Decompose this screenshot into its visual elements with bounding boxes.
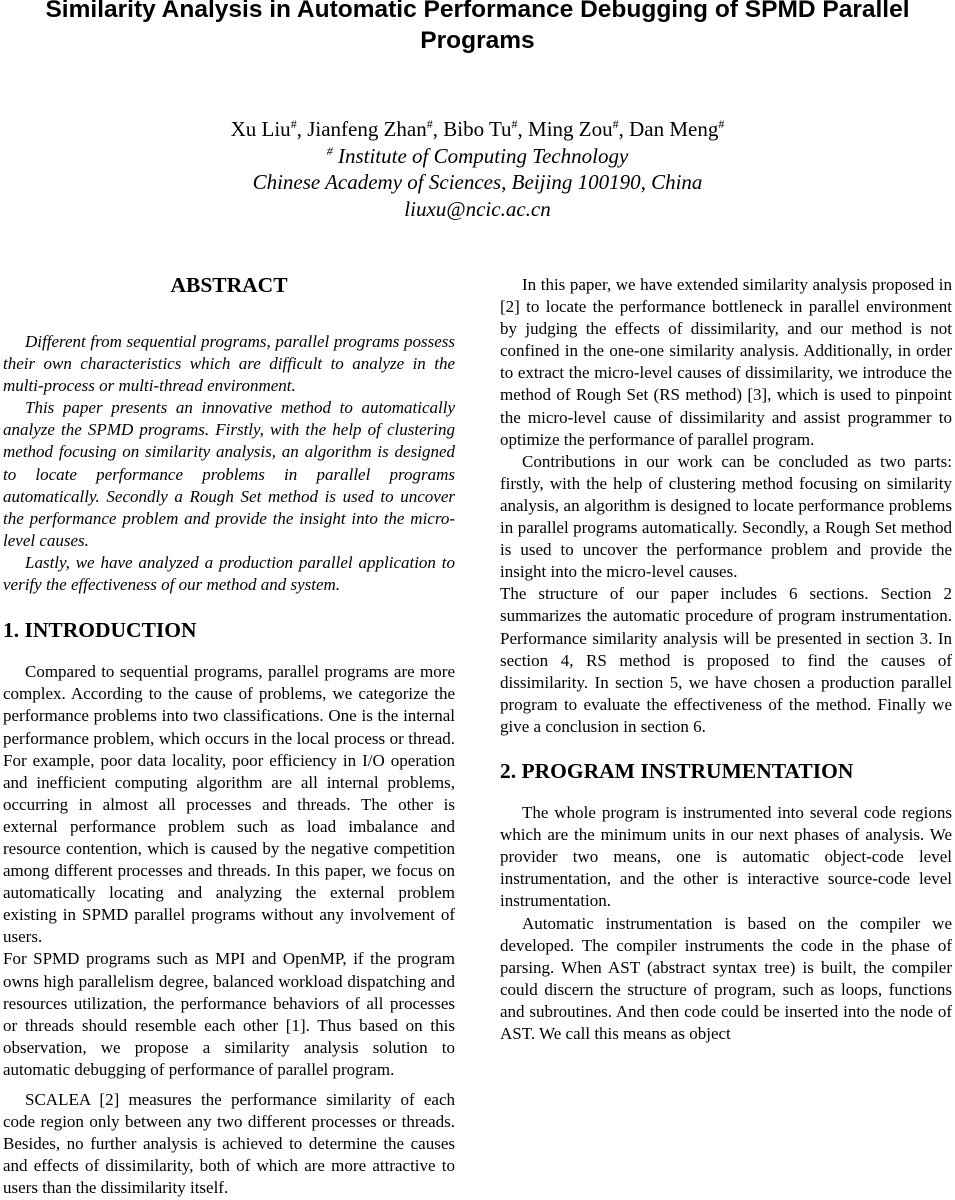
abstract-heading: ABSTRACT [170, 273, 288, 297]
instrumentation-paragraph: The whole program is instrumented into several code regions which are the minimum units in our next phases of analysis. We provider two means, one is automatic object-code level instrumentation, and the other is interactive source-code level instrumentation. [500, 803, 952, 911]
instrumentation-heading: 2. PROGRAM INSTRUMENTATION [500, 758, 854, 783]
intro-paragraph: For SPMD programs such as MPI and OpenMP, if the program owns high parallelism degree, balanced workload dispatching and resources utilization, the performance behaviors of all processes or threads should resemble each other [1]. Thus based on this observation, we propose a similarity analysis solution to automatic debugging of performance of parallel program. [3, 949, 455, 1079]
paper-title: Similarity Analysis in Automatic Performance Debugging of SPMD Parallel Programs [45, 0, 910, 54]
intro-paragraph: Contributions in our work can be concluded as two parts: firstly, with the help of clustering method focusing on similarity analysis, an algorithm is designed to locate performance problems in parallel programs automatically. Secondly, a Rough Set method is used to uncover the performance problem and provide the insight into the micro-level causes. [500, 451, 952, 582]
intro-paragraph: Compared to sequential programs, parallel programs are more complex. According to the cause of problems, we categorize the performance problems into two classifications. One is the internal performance problem, which occurs in the local process or thread. For example, poor data locality, poor efficiency in I/O operation and inefficient computing algorithm are all internal problems, occurring in almost all processes and threads. The other is external performance problem such as load imbalance and resource contention, which is caused by the negative competition among different processes and threads. In this paper, we focus on automatically locating and analyzing the external problem existing in SPMD parallel programs without any involvement of users. [3, 662, 455, 947]
abstract-paragraph: Lastly, we have analyzed a production parallel application to verify the effectiveness of our method and system. [3, 552, 455, 595]
author: Jianfeng Zhan# [307, 117, 433, 141]
right-column-body [500, 274, 952, 1200]
author: Bibo Tu# [443, 117, 518, 141]
abstract-paragraph: Different from sequential programs, parallel programs possess their own characteristics which are difficult to analyze in the multi-process or multi-thread environment. [3, 332, 455, 396]
author-list: Xu Liu#, Jianfeng Zhan#, Bibo Tu#, Ming Zou#, Dan Meng# [230, 117, 725, 141]
author: Xu Liu# [230, 117, 297, 141]
intro-paragraph: The structure of our paper includes 6 sections. Section 2 summarizes the automatic procedure of program instrumentation. Performance similarity analysis will be presented in section 3. In section 4, RS method is proposed to find the causes of dissimilarity. In section 5, we have chosen a production parallel program to evaluate the effectiveness of the method. Finally we give a conclusion in section 6. [500, 584, 952, 736]
author: Dan Meng# [629, 117, 725, 141]
abstract-paragraph: This paper presents an innovative method to automatically analyze the SPMD programs. Firstly, with the help of clustering method focusing on similarity analysis, an algorithm is designed to locate performance problems in parallel programs automatically. Secondly a Rough Set method is used to uncover the performance problem and provide the insight into the micro-level causes. [3, 398, 455, 550]
introduction-heading: 1. INTRODUCTION [3, 618, 197, 643]
left-column [3, 0, 455, 1200]
author: Ming Zou# [528, 117, 619, 141]
author-email: liuxu@ncic.ac.cn [404, 196, 551, 221]
intro-paragraph: In this paper, we have extended similarity analysis proposed in [2] to locate the performance bottleneck in parallel environment by judging the effects of dissimilarity, and our method is not confined in the one-one similarity analysis. Additionally, in order to extract the micro-level causes of dissimilarity, we introduce the method of Rough Set (RS method) [3], which is used to pinpoint the micro-level cause of dissimilarity and assist programmer to optimize the performance of parallel program. [500, 275, 952, 449]
affiliation-institute: # Institute of Computing Technology [326, 143, 629, 168]
affiliation-academy: Chinese Academy of Sciences, Beijing 100190, China [252, 170, 703, 194]
intro-paragraph: SCALEA [2] measures the performance similarity of each code region only between any two different processes or threads. Besides, no further analysis is achieved to determine the causes and effects of dissimilarity, both of which are more attractive to users than the dissimilarity itself. [3, 1090, 455, 1198]
instrumentation-paragraph: Automatic instrumentation is based on the compiler we developed. The compiler instruments the code in the phase of parsing. When AST (abstract syntax tree) is built, the compiler could discern the structure of program, such as loops, functions and subroutines. And then code could be inserted into the node of AST. We call this means as object [500, 913, 952, 1043]
